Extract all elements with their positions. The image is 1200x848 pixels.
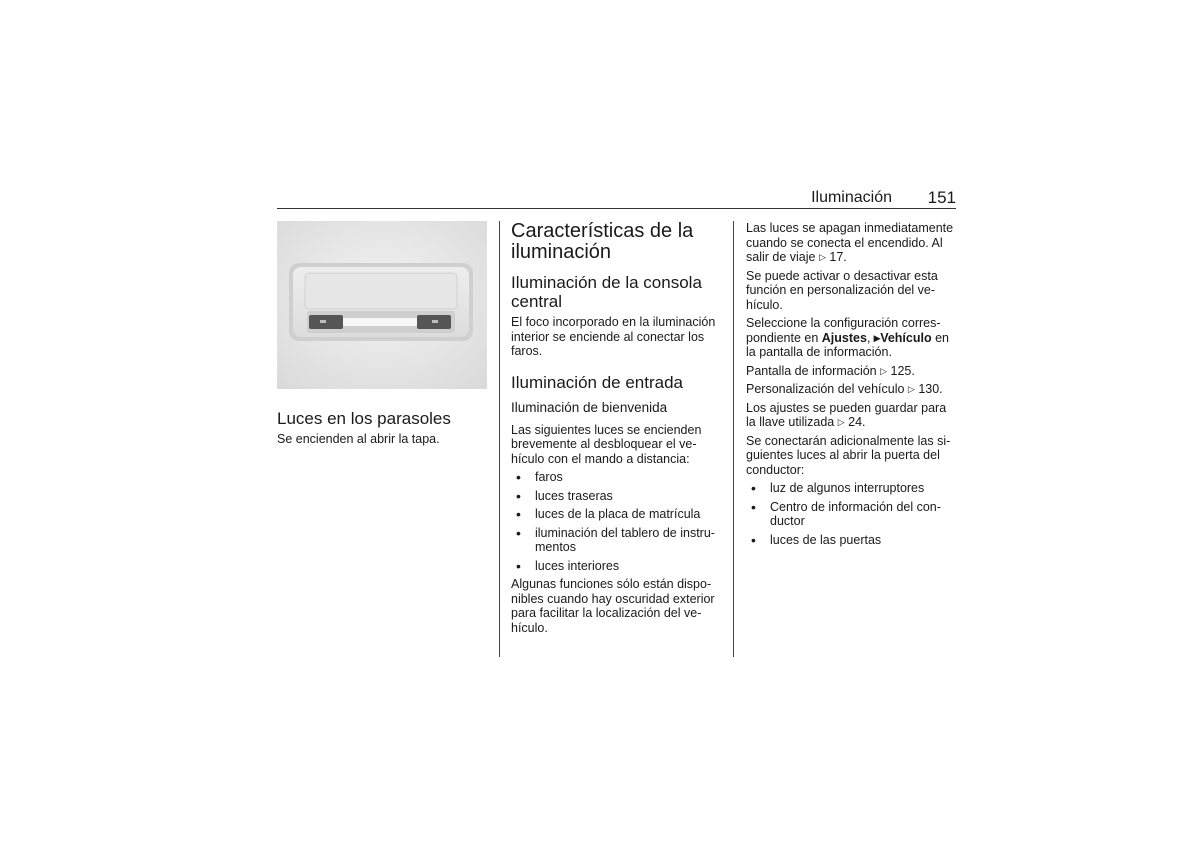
paragraph-welcome: Las siguientes luces se encienden brevemente al desbloquear el ve‐ hículo con el mando a distancia: bbox=[511, 422, 702, 466]
column-right bbox=[746, 221, 958, 551]
list-item: • faros bbox=[511, 470, 726, 485]
list-item: • luces interiores bbox=[511, 559, 726, 574]
page-number: 151 bbox=[927, 188, 956, 207]
page-ref-icon: ▷ bbox=[907, 384, 915, 394]
welcome-light-list bbox=[511, 470, 726, 573]
heading-entry-lighting: Iluminación de entrada bbox=[511, 372, 684, 392]
paragraph-lights-off: Las luces se apagan inmediatamente cuando se conecta el encendido. Al salir de viaje ▷ 17. bbox=[746, 221, 954, 264]
heading-welcome-lighting: Iluminación de bienvenida bbox=[511, 399, 668, 415]
sunvisor-text: Se encienden al abrir la tapa. bbox=[277, 432, 440, 446]
page-header bbox=[277, 187, 956, 209]
paragraph-console: El foco incorporado en la iluminación interior se enciende al conectar los faros. bbox=[511, 315, 716, 358]
heading-sunvisor-lights: Luces en los parasoles bbox=[277, 409, 451, 428]
paragraph-door-lights: Se conectarán adicionalmente las si‐ guientes luces al abrir la puerta del conductor: bbox=[746, 433, 951, 477]
list-item: • Centro de información del con‐ ductor bbox=[746, 500, 958, 529]
page-ref-icon: ▷ bbox=[837, 417, 845, 427]
paragraph-personalization-ref: Personalización del vehículo ▷ 130. bbox=[746, 382, 943, 396]
page-ref-icon: ▷ bbox=[880, 365, 888, 376]
column-left bbox=[277, 221, 487, 451]
column-divider bbox=[499, 221, 500, 657]
paragraph-activate: Se puede activar o desactivar esta función en personalización del ve‐ hículo. bbox=[746, 268, 938, 312]
column-divider bbox=[733, 221, 734, 657]
list-item: • luces de la placa de matrícula bbox=[511, 507, 726, 522]
sunvisor-light-photo bbox=[277, 221, 487, 389]
paragraph-info-display-ref: Pantalla de información ▷ 125. bbox=[746, 363, 915, 378]
page-ref-icon: ▷ bbox=[818, 252, 826, 262]
heading-center-console: Iluminación de la consola central bbox=[511, 273, 702, 311]
menu-arrow-icon: ▸ bbox=[873, 330, 881, 345]
paragraph-darkness: Algunas funciones sólo están dispo‐ nibles cuando hay oscuridad exterior para facilitar la localización del ve‐ hículo. bbox=[511, 577, 715, 635]
heading-lighting-features: Características de la iluminación bbox=[511, 220, 694, 263]
list-item: • luces de las puertas bbox=[746, 533, 958, 548]
column-middle bbox=[511, 221, 726, 639]
paragraph-key-settings: Los ajustes se pueden guardar para la llave utilizada ▷ 24. bbox=[746, 400, 947, 429]
list-item: • luces traseras bbox=[511, 489, 726, 504]
paragraph-select-config: Seleccione la configuración corres‐ pondiente en Ajustes, ▸Vehículo en la pantalla de información. bbox=[746, 316, 949, 359]
door-light-list bbox=[746, 481, 958, 547]
section-title: Iluminación bbox=[811, 189, 892, 206]
list-item: • luz de algunos interruptores bbox=[746, 481, 958, 496]
list-item: • iluminación del tablero de instru‐ mentos bbox=[511, 526, 726, 555]
